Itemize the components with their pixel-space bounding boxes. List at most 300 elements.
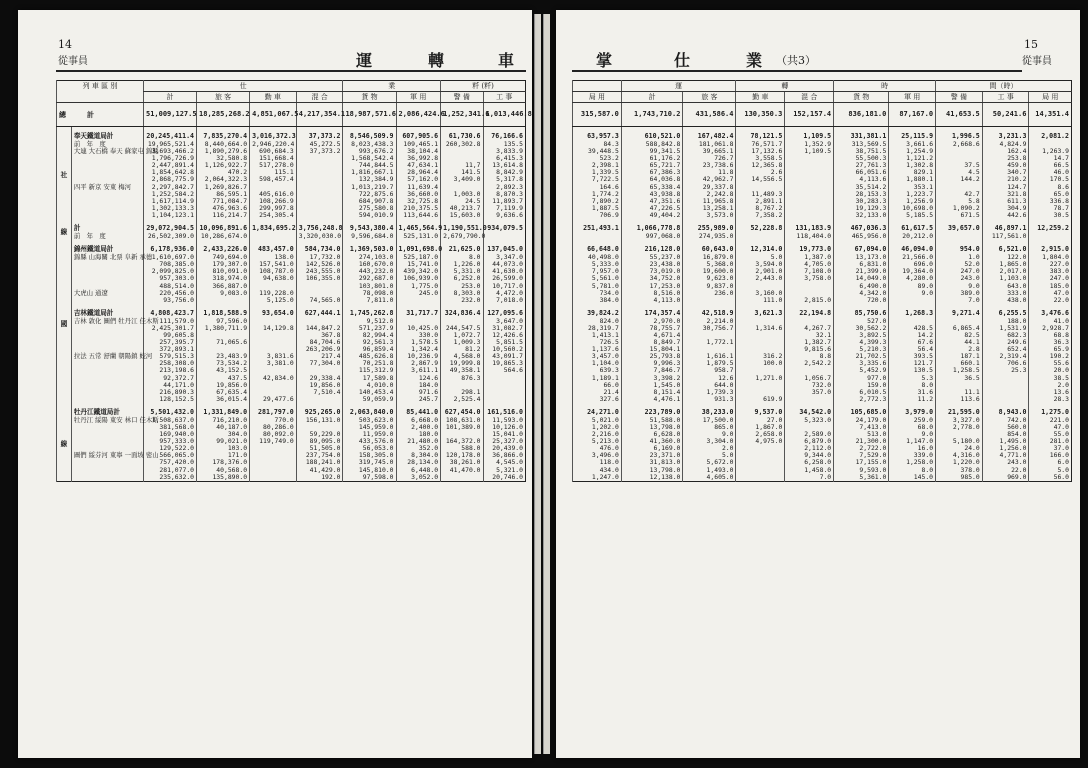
cell-value xyxy=(396,297,441,304)
cell-value: 1,263.9 xyxy=(1029,148,1072,155)
cell-value: 185.0 xyxy=(1029,283,1072,290)
cell-value: 260,302.8 xyxy=(441,141,483,148)
cell-value: 5,781.0 xyxy=(573,283,622,290)
cell-value xyxy=(483,389,526,396)
cell-value: 41.0 xyxy=(1029,318,1072,325)
cell-value: 39,448.5 xyxy=(573,148,622,155)
cell-value xyxy=(250,459,297,466)
cell-value: 253.8 xyxy=(982,155,1029,162)
row-label xyxy=(71,162,143,169)
cell-value: 771,084.7 xyxy=(197,198,250,205)
cell-value: 3,476.6 xyxy=(1029,304,1072,318)
cell-value: 24.0 xyxy=(936,445,983,452)
cell-value: 38,104.4 xyxy=(396,148,441,155)
cell-value xyxy=(250,474,297,482)
table-row xyxy=(57,233,526,240)
column-header: 局 用 xyxy=(1029,92,1072,103)
cell-value: 5,210.3 xyxy=(834,346,889,353)
cell-value: 220,456.0 xyxy=(143,290,196,297)
cell-value: 145.0 xyxy=(889,474,936,482)
cell-value: 30,283.3 xyxy=(834,198,889,205)
cell-value: 6,490.0 xyxy=(834,283,889,290)
row-label: 錦縣 山海關 北票 阜新 承德 xyxy=(71,254,143,261)
cell-value: 7,890.2 xyxy=(573,198,622,205)
cell-value: 2,086,424.6 xyxy=(396,103,441,127)
cell-value: 80,286.0 xyxy=(250,424,297,431)
cell-value: 66.0 xyxy=(573,382,622,389)
cell-value: 770.0 xyxy=(250,417,297,424)
cell-value: 3,016,372.3 xyxy=(250,127,297,142)
cell-value: 732.0 xyxy=(785,382,834,389)
cell-value xyxy=(982,382,1029,389)
cell-value: 137,045.0 xyxy=(483,240,526,254)
left-data-table xyxy=(56,80,532,482)
cell-value: 431,586.4 xyxy=(683,103,736,127)
cell-value: 3,381.0 xyxy=(250,360,297,367)
cell-value: 2,658.0 xyxy=(736,431,785,438)
cell-value: 3,335.6 xyxy=(834,360,889,367)
cell-value xyxy=(736,382,785,389)
cell-value: 1,867.0 xyxy=(736,424,785,431)
cell-value: 523.2 xyxy=(573,155,622,162)
cell-value xyxy=(785,191,834,198)
cell-value: 1,103.0 xyxy=(982,275,1029,282)
cell-value xyxy=(736,339,785,346)
cell-value: 8,842.9 xyxy=(483,169,526,176)
cell-value: 985.0 xyxy=(936,474,983,482)
cell-value: 1,834,695.2 xyxy=(250,219,297,233)
cell-value: 318,974.0 xyxy=(197,275,250,282)
cell-value: 2.0 xyxy=(1029,382,1072,389)
cell-value: 36,015.4 xyxy=(197,396,250,403)
cell-value: 1,256.0 xyxy=(982,445,1029,452)
cell-value: 829.1 xyxy=(889,169,936,176)
cell-value: 237,754.0 xyxy=(296,452,343,459)
row-label: 吉林鐵道局計 xyxy=(71,304,143,318)
cell-value: 6,521.0 xyxy=(982,240,1029,254)
cell-value xyxy=(296,198,343,205)
cell-value xyxy=(683,297,736,304)
cell-value: 2,425,301.7 xyxy=(143,325,196,332)
cell-value xyxy=(736,445,785,452)
cell-value: 8,440,664.0 xyxy=(197,141,250,148)
cell-value xyxy=(1029,233,1072,240)
cell-value: 1,091,698.0 xyxy=(396,240,441,254)
cell-value: 3,621.3 xyxy=(736,304,785,318)
cell-value: 3,052.0 xyxy=(396,474,441,482)
cell-value: 169,940.0 xyxy=(143,431,196,438)
cell-value: 113,644.6 xyxy=(396,212,441,219)
table-row xyxy=(57,396,526,403)
cell-value: 9,623.0 xyxy=(683,275,736,282)
cell-value: 40,568.0 xyxy=(197,467,250,474)
cell-value: 78,098.0 xyxy=(343,290,396,297)
cell-value: 588.0 xyxy=(441,445,483,452)
cell-value: 607,905.6 xyxy=(396,127,441,142)
cell-value: 9,271.4 xyxy=(936,304,983,318)
cell-value: 12.6 xyxy=(683,375,736,382)
cell-value: 2,214.0 xyxy=(683,318,736,325)
cell-value: 47,226.5 xyxy=(621,205,683,212)
cell-value: 316.2 xyxy=(736,353,785,360)
cell-value: 78.7 xyxy=(1029,205,1072,212)
cell-value: 73,019.0 xyxy=(621,268,683,275)
cell-value: 1,003.0 xyxy=(441,191,483,198)
cell-value: 327.6 xyxy=(573,396,622,403)
title-rule xyxy=(572,70,1022,72)
cell-value: 56.0 xyxy=(1029,474,1072,482)
cell-value: 12,138.0 xyxy=(621,474,683,482)
cell-value: 836,181.0 xyxy=(834,103,889,127)
cell-value: 299,997.8 xyxy=(250,205,297,212)
cell-value: 298.1 xyxy=(441,389,483,396)
cell-value xyxy=(250,233,297,240)
cell-value: 49,358.1 xyxy=(441,367,483,374)
cell-value: 824.0 xyxy=(573,318,622,325)
cell-value: 118.0 xyxy=(573,459,622,466)
cell-value: 65.9 xyxy=(1029,346,1072,353)
cell-value: 1,121.2 xyxy=(889,155,936,162)
cell-value: 8.0 xyxy=(441,254,483,261)
cell-value: 76,571.7 xyxy=(736,141,785,148)
row-label xyxy=(71,212,143,219)
cell-value: 128,152.5 xyxy=(143,396,196,403)
cell-value xyxy=(785,283,834,290)
cell-value: 1,302.8 xyxy=(889,162,936,169)
cell-value: 121.7 xyxy=(889,360,936,367)
table-row xyxy=(57,275,526,282)
cell-value: 5,323.0 xyxy=(785,417,834,424)
cell-value: 2,443.0 xyxy=(736,275,785,282)
cell-value: 3,347.0 xyxy=(483,254,526,261)
row-label xyxy=(71,474,143,482)
cell-value: 1,413.1 xyxy=(573,332,622,339)
cell-value: 103,801.0 xyxy=(343,283,396,290)
cell-value: 10,560.2 xyxy=(483,346,526,353)
cell-value: 9,636.6 xyxy=(483,212,526,219)
cell-value: 247.0 xyxy=(936,268,983,275)
cell-value: 1,854,642.8 xyxy=(143,169,196,176)
cell-value: 1,531.9 xyxy=(982,325,1029,332)
cell-value: 17,732.0 xyxy=(296,254,343,261)
cell-value: 243.0 xyxy=(936,275,983,282)
cell-value: 24,271.0 xyxy=(573,403,622,417)
row-label xyxy=(71,367,143,374)
column-header: 旅 客 xyxy=(683,92,736,103)
cell-value: 13,798.0 xyxy=(621,467,683,474)
cell-value: 31,717.7 xyxy=(396,304,441,318)
cell-value: 1,254.9 xyxy=(889,148,936,155)
cell-value: 1,269,826.7 xyxy=(197,184,250,191)
cell-value: 7,358.2 xyxy=(736,212,785,219)
cell-value xyxy=(785,198,834,205)
cell-value: 4,705.0 xyxy=(785,261,834,268)
cell-value: 32.1 xyxy=(785,332,834,339)
cell-value: 1,879.5 xyxy=(683,360,736,367)
cell-value: 164,372.0 xyxy=(441,438,483,445)
cell-value: 1,258.5 xyxy=(936,367,983,374)
cell-value: 14,556.5 xyxy=(736,176,785,183)
right-page xyxy=(556,10,1080,758)
cell-value xyxy=(296,205,343,212)
table-row xyxy=(573,304,1072,318)
cell-value: 1,818,588.9 xyxy=(197,304,250,318)
cell-value: 129,522.0 xyxy=(143,445,196,452)
cell-value: 22.0 xyxy=(982,467,1029,474)
cell-value: 243,555.0 xyxy=(296,268,343,275)
row-label xyxy=(71,268,143,275)
row-label: 牡丹江 綏陽 東安 林口 佳木斯 xyxy=(71,417,143,424)
cell-value: 106,355.0 xyxy=(296,275,343,282)
cell-value: 28,319.7 xyxy=(573,325,622,332)
cell-value: 2,447,891.4 xyxy=(143,162,196,169)
cell-value: 9,344.0 xyxy=(785,452,834,459)
cell-value: 46,897.1 xyxy=(982,219,1029,233)
cell-value: 174,357.4 xyxy=(621,304,683,318)
cell-value: 158,305.0 xyxy=(343,452,396,459)
cell-value: 1,013,446.8 xyxy=(483,103,526,127)
cell-value: 156,131.0 xyxy=(296,417,343,424)
cell-value: 258,308.0 xyxy=(143,360,196,367)
cell-value: 2.6 xyxy=(736,169,785,176)
cell-value: 6,415.3 xyxy=(483,155,526,162)
group-label: 線 xyxy=(57,219,72,240)
cell-value: 21,399.0 xyxy=(834,268,889,275)
cell-value: 17,155.0 xyxy=(834,459,889,466)
cell-value: 47,634.1 xyxy=(396,162,441,169)
cell-value xyxy=(785,212,834,219)
cell-value: 8,151.4 xyxy=(621,389,683,396)
cell-value: 588,842.8 xyxy=(621,141,683,148)
cell-value: 476,963.6 xyxy=(197,205,250,212)
cell-value: 253.0 xyxy=(441,283,483,290)
row-label: 奉天鐵道局計 xyxy=(71,127,143,142)
cell-value xyxy=(736,233,785,240)
cell-value: 1,387.0 xyxy=(785,254,834,261)
row-label xyxy=(71,169,143,176)
cell-value: 17,253.0 xyxy=(621,283,683,290)
cell-value: 13.6 xyxy=(1029,389,1072,396)
cell-value: 216,128.0 xyxy=(621,240,683,254)
cell-value xyxy=(736,474,785,482)
cell-value: 25.3 xyxy=(982,367,1029,374)
cell-value: 726.5 xyxy=(573,339,622,346)
cell-value: 93,756.0 xyxy=(143,297,196,304)
cell-value xyxy=(441,474,483,482)
cell-value: 313,569.5 xyxy=(834,141,889,148)
cell-value: 87,167.0 xyxy=(889,103,936,127)
cell-value: 3,320,030.0 xyxy=(296,233,343,240)
row-label xyxy=(71,205,143,212)
cell-value: 8,870.3 xyxy=(483,191,526,198)
cell-value: 119,749.0 xyxy=(250,438,297,445)
cell-value: 44.1 xyxy=(936,339,983,346)
title-suffix: （共3） xyxy=(776,54,816,67)
row-label: 錦州鐵道局計 xyxy=(71,240,143,254)
cell-value: 8.8 xyxy=(785,353,834,360)
column-header: 計 xyxy=(621,92,683,103)
cell-value: 108,631.0 xyxy=(441,417,483,424)
cell-value: 6,252.0 xyxy=(441,275,483,282)
cell-value: 716,210.0 xyxy=(197,417,250,424)
cell-value: 43,091.7 xyxy=(483,353,526,360)
cell-value xyxy=(296,162,343,169)
table-row xyxy=(573,162,1072,169)
cell-value: 47,351.6 xyxy=(621,198,683,205)
cell-value: 1,109.5 xyxy=(785,148,834,155)
cell-value: 255,989.0 xyxy=(683,219,736,233)
cell-value: 3,594.0 xyxy=(736,261,785,268)
cell-value: 5,180.0 xyxy=(936,438,983,445)
cell-value: 467,036.3 xyxy=(834,219,889,233)
row-label xyxy=(71,375,143,382)
cell-value: 15,804.1 xyxy=(621,346,683,353)
cell-value: 67.6 xyxy=(889,339,936,346)
cell-value xyxy=(250,382,297,389)
column-header: 局 用 xyxy=(573,92,622,103)
table-row xyxy=(573,360,1072,367)
cell-value: 1,996.5 xyxy=(936,127,983,142)
cell-value: 443,232.0 xyxy=(343,268,396,275)
cell-value: 1,247.0 xyxy=(573,474,622,482)
cell-value: 18,987,571.6 xyxy=(343,103,396,127)
cell-value: 43,938.8 xyxy=(621,191,683,198)
cell-value xyxy=(250,452,297,459)
cell-value: 38.5 xyxy=(1029,375,1072,382)
cell-value: 564.6 xyxy=(483,367,526,374)
cell-value xyxy=(736,459,785,466)
table-row xyxy=(573,169,1072,176)
table-row xyxy=(57,103,526,127)
cell-value: 1,890,279.6 xyxy=(197,148,250,155)
cell-value: 1,275.0 xyxy=(1029,403,1072,417)
cell-value: 20.0 xyxy=(1029,367,1072,374)
cell-value: 14.2 xyxy=(889,332,936,339)
row-label: 牡丹江鐵道局計 xyxy=(71,403,143,417)
cell-value: 21,480.0 xyxy=(396,438,441,445)
cell-value: 1,013,219.7 xyxy=(343,184,396,191)
cell-value: 38,233.0 xyxy=(683,403,736,417)
cell-value: 4,217,354.1 xyxy=(296,103,343,127)
cell-value: 111.0 xyxy=(736,297,785,304)
row-label xyxy=(71,467,143,474)
cell-value: 181,061.8 xyxy=(683,141,736,148)
cell-value: 254,305.4 xyxy=(250,212,297,219)
row-label xyxy=(71,191,143,198)
cell-value: 152,157.4 xyxy=(785,103,834,127)
page-edge-right xyxy=(543,14,550,754)
row-label: 前 年 度 xyxy=(71,233,143,240)
cell-value: 1,865.0 xyxy=(982,261,1029,268)
cell-value: 5,561.0 xyxy=(573,275,622,282)
column-header: 貨 物 xyxy=(834,92,889,103)
cell-value: 1,465,564.9 xyxy=(396,219,441,233)
cell-value: 77,304.0 xyxy=(296,360,343,367)
cell-value: 131,183.9 xyxy=(785,219,834,233)
cell-value: 1,380,711.9 xyxy=(197,325,250,332)
cell-value: 68.0 xyxy=(889,424,936,431)
cell-value: 381,568.0 xyxy=(143,424,196,431)
cell-value xyxy=(936,233,983,240)
table-row xyxy=(573,176,1072,183)
cell-value: 934,079.5 xyxy=(483,219,526,233)
cell-value: 6,178,936.0 xyxy=(143,240,196,254)
cell-value: 2,017.0 xyxy=(982,268,1029,275)
cell-value: 31,813.0 xyxy=(621,459,683,466)
table-row xyxy=(57,212,526,219)
cell-value: 3,693,466.2 xyxy=(143,148,196,155)
cell-value: 2,668.6 xyxy=(936,141,983,148)
cell-value: 36.3 xyxy=(1029,339,1072,346)
table-row xyxy=(573,240,1072,254)
cell-value: 223,789.0 xyxy=(621,403,683,417)
cell-value: 1,774.2 xyxy=(573,191,622,198)
column-header: 工 事 xyxy=(982,92,1029,103)
cell-value: 1,339.5 xyxy=(573,169,622,176)
cell-value: 503,623.0 xyxy=(343,417,396,424)
cell-value: 643.0 xyxy=(982,283,1029,290)
cell-value: 2,319.4 xyxy=(982,353,1029,360)
cell-value: 598,457.4 xyxy=(250,176,297,183)
cell-value: 67,635.4 xyxy=(197,389,250,396)
cell-value: 7,108.0 xyxy=(785,268,834,275)
cell-value: 10,698.0 xyxy=(889,205,936,212)
header-kan: 間（時） xyxy=(936,81,1072,92)
table-row xyxy=(57,438,526,445)
cell-value: 434.0 xyxy=(573,467,622,474)
cell-value: 52,228.8 xyxy=(736,219,785,233)
cell-value: 249.6 xyxy=(982,339,1029,346)
cell-value: 2,112.0 xyxy=(785,445,834,452)
cell-value xyxy=(483,375,526,382)
cell-value: 378.0 xyxy=(936,467,983,474)
cell-value: 281.0 xyxy=(1029,438,1072,445)
cell-value: 27,761.3 xyxy=(834,162,889,169)
cell-value: 2,297,842.7 xyxy=(143,184,196,191)
cell-value: 405,616.0 xyxy=(250,191,297,198)
cell-value xyxy=(296,191,343,198)
cell-value: 94,638.0 xyxy=(250,275,297,282)
cell-value: 21,300.0 xyxy=(834,438,889,445)
cell-value: 19,129.3 xyxy=(834,205,889,212)
cell-value: 2,525.4 xyxy=(441,396,483,403)
cell-value: 1,880.1 xyxy=(889,176,936,183)
cell-value: 108,787.0 xyxy=(250,268,297,275)
cell-value: 65.0 xyxy=(1029,191,1072,198)
row-label xyxy=(71,438,143,445)
cell-value: 47.0 xyxy=(1029,424,1072,431)
cell-value: 8,849.7 xyxy=(621,339,683,346)
cell-value: 433,576.0 xyxy=(343,438,396,445)
cell-value: 6,668.0 xyxy=(396,417,441,424)
cell-value: 44,171.0 xyxy=(143,382,196,389)
cell-value: 132,384.9 xyxy=(343,176,396,183)
cell-value: 145,959.0 xyxy=(343,424,396,431)
cell-value: 383.0 xyxy=(1029,268,1072,275)
cell-value: 304.9 xyxy=(982,205,1029,212)
cell-value: 151,668.4 xyxy=(250,155,297,162)
cell-value xyxy=(296,176,343,183)
cell-value: 38,751.5 xyxy=(834,148,889,155)
cell-value: 8.6 xyxy=(1029,184,1072,191)
cell-value: 171.0 xyxy=(197,452,250,459)
cell-value xyxy=(250,445,297,452)
cell-value: 74,565.0 xyxy=(296,297,343,304)
row-label: 四平 新京 安東 梅河 xyxy=(71,184,143,191)
cell-value: 10,286,674.0 xyxy=(197,233,250,240)
cell-value: 32,580.8 xyxy=(197,155,250,162)
column-header: 軍 用 xyxy=(889,92,936,103)
